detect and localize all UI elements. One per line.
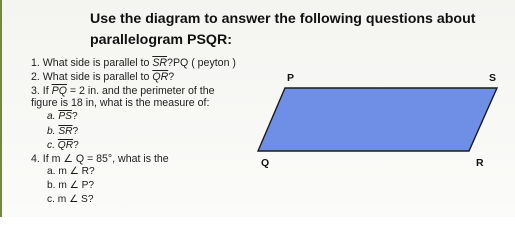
question-4-number: 4. xyxy=(31,153,40,165)
parallelogram-diagram xyxy=(2,0,515,217)
parallelogram-psqr-shape xyxy=(258,88,497,151)
question-4b-letter: b. xyxy=(47,180,56,191)
question-2-segment: $\overline{QR}$ xyxy=(152,71,169,83)
header-line-1: Use the diagram to answer the following questions about xyxy=(90,11,476,27)
question-1-answer: ?PQ ( peyton ) xyxy=(167,57,236,69)
question-2-number: 2. xyxy=(31,71,40,83)
vertex-label-r: R xyxy=(476,157,484,169)
question-1-text: What side is parallel to xyxy=(42,57,153,69)
vertex-label-s: S xyxy=(489,72,497,84)
question-3-line-2: figure is 18 in, what is the measure of: xyxy=(31,97,210,109)
question-3c-suffix: ? xyxy=(73,140,79,151)
vertex-label-p: P xyxy=(287,72,295,84)
header-line-2: parallelogram PSQR: xyxy=(90,32,232,48)
question-4-text: If m ∠ Q = 85°, what is the xyxy=(42,153,169,165)
question-4a-letter: a. xyxy=(47,166,56,177)
question-3-text: If xyxy=(42,85,52,97)
question-3a-suffix: ? xyxy=(71,111,78,122)
vertex-label-q: Q xyxy=(261,157,270,169)
question-3b-segment: $\overline{SR}$ xyxy=(58,126,73,137)
question-3c-segment: $\overline{QR}$ xyxy=(57,140,74,151)
question-3a-segment: $\overline{PS}$ xyxy=(58,111,72,122)
question-3-number: 3. xyxy=(31,85,40,97)
question-3a-letter: a. xyxy=(47,111,56,122)
question-1-number: 1. xyxy=(31,57,40,69)
question-3b-letter: b. xyxy=(47,126,56,137)
question-3b-suffix: ? xyxy=(72,126,79,137)
question-1-segment: $\overline{SR}$ xyxy=(152,57,168,69)
question-2-text: What side is parallel to xyxy=(42,71,153,83)
question-3c-letter: c. xyxy=(47,140,55,151)
question-3-text-after: = 2 in. and the perimeter of the xyxy=(66,85,215,97)
question-4a-text: m ∠ R? xyxy=(58,166,95,177)
question-4b-text: m ∠ P? xyxy=(58,180,95,191)
question-4c-text: m ∠ S? xyxy=(57,194,94,205)
question-3-segment: $\overline{PQ}$ xyxy=(51,85,67,97)
question-2-suffix: ? xyxy=(168,71,175,83)
question-4c-letter: c. xyxy=(47,194,55,205)
